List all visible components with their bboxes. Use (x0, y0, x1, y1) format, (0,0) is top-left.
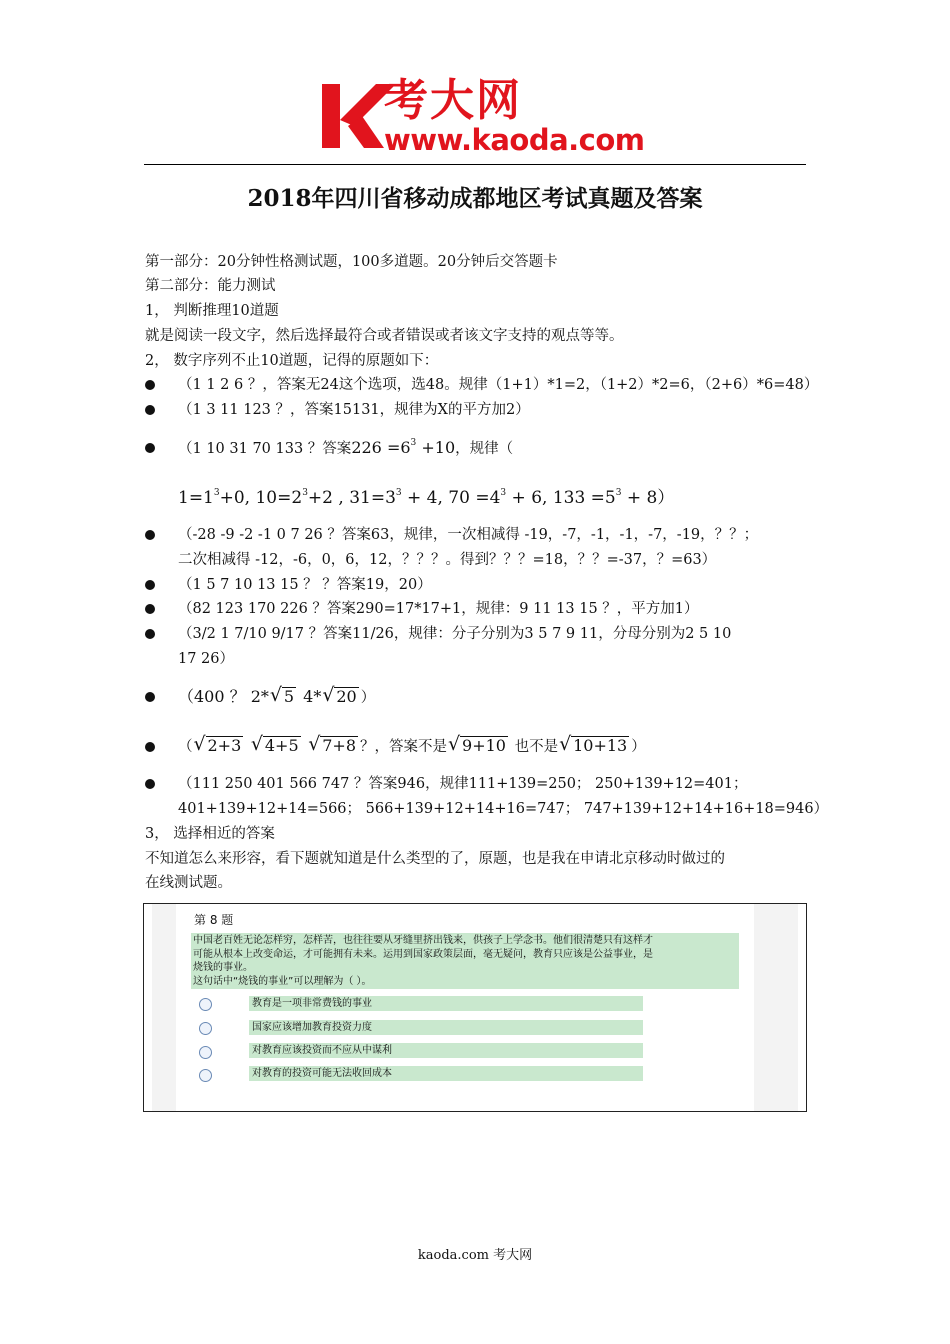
bullet-dot (145, 580, 155, 590)
quiz-heading: 第 8 题 (194, 913, 234, 927)
paragraph: 2， 数字序列不止10道题，记得的原题如下： (145, 353, 439, 369)
option-radio-b[interactable] (199, 1022, 212, 1035)
paragraph: 就是阅读一段文字，然后选择最符合或者错误或者该文字支持的观点等等。 (145, 328, 624, 344)
sqrt-symbol: √ 4+5 (252, 735, 301, 759)
paragraph: 不知道怎么来形容，看下题就知道是什么类型的了，原题，也是我在申请北京移动时做过的 (145, 851, 725, 867)
list-item-continued: 17 26） (178, 651, 235, 667)
sqrt-symbol: √ 7+8 (309, 735, 358, 759)
paragraph: 3， 选择相近的答案 (145, 826, 275, 842)
option-radio-a[interactable] (199, 998, 212, 1011)
sqrt-symbol: √ 2+3 (195, 735, 244, 759)
bullet-dot (145, 742, 155, 752)
list-item: （82 123 170 226 ？答案290=17*17+1，规律：9 11 13 15 ？，平方加1） (178, 601, 699, 617)
list-item: （111 250 401 566 747 ？答案946，规律111+139=250； 250+139+12=401； (178, 776, 748, 792)
list-item: （-28 -9 -2 -1 0 7 26 ？答案63，规律，一次相减得 -19，-7，-1，-1，-7，-19，？？； (178, 527, 759, 543)
option-radio-c[interactable] (199, 1046, 212, 1059)
bullet-dot (145, 629, 155, 639)
sqrt-symbol: √ 10+13 (560, 735, 629, 759)
option-label-b[interactable]: 国家应该增加教育投资力度 (249, 1020, 643, 1035)
site-logo (318, 75, 648, 158)
list-item: （1 10 31 70 133 ？答案$226 =6^3 +10$，规律（ (178, 438, 514, 457)
option-label-d[interactable]: 对教育的投资可能无法收回成本 (249, 1066, 643, 1081)
list-item: （√ 2+3 √ 4+5 √ 7+8 ？，答案不是√ 9+10 也不是√ 10+13 ） (178, 735, 646, 759)
bullet-dot (145, 692, 155, 702)
paragraph: 第二部分：能力测试 (145, 278, 276, 294)
paragraph: 1， 判断推理10道题 (145, 303, 279, 319)
option-label-a[interactable]: 教育是一项非常费钱的事业 (249, 996, 643, 1011)
page-title: 2018年四川省移动成都地区考试真题及答案 (247, 185, 703, 212)
option-radio-d[interactable] (199, 1069, 212, 1082)
list-item: （1 3 11 123 ？，答案15131，规律为X的平方加2） (178, 402, 530, 418)
quiz-margin-left (152, 904, 176, 1111)
list-item-continued: 401+139+12+14=566； 566+139+12+14+16=747； 747+139+12+14+16+18=946） (178, 801, 829, 817)
list-item: （400 ？ 2*√ 5 4*√ 20 ） (178, 685, 375, 710)
bullet-dot (145, 380, 155, 390)
quiz-margin-right (754, 904, 798, 1111)
rule-formula: $1=1^3+0$, $10=2^3+2$ , $31=3^3 + 4$, $70 =4^3 + 6$, $133 =5^3 + 8$） (178, 488, 675, 508)
bullet-dot (145, 779, 155, 789)
logo-name: 考大网 (384, 75, 522, 126)
list-item: （1 1 2 6 ？，答案无24这个选项，选48。规律（1+1）*1=2，（1+2）*2=6，（2+6）*6=48） (178, 377, 819, 393)
list-item: （3/2 1 7/10 9/17 ？答案11/26，规律：分子分别为3 5 7 9 11，分母分别为2 5 10 (178, 626, 732, 642)
bullet-dot (145, 405, 155, 415)
option-label-c[interactable]: 对教育应该投资而不应从中谋利 (249, 1043, 643, 1058)
header-divider (144, 164, 806, 165)
list-item-continued: 二次相减得 -12，-6，0，6，12，？？？。得到？？？=18，？？=-37，？=63） (178, 552, 717, 568)
quiz-screenshot (143, 903, 807, 1112)
paragraph: 第一部分：20分钟性格测试题，100多道题。20分钟后交答题卡 (145, 254, 558, 270)
bullet-dot (145, 530, 155, 540)
logo-url: www.kaoda.com (384, 123, 645, 157)
paragraph: 在线测试题。 (145, 875, 232, 891)
sqrt-symbol: √ 9+10 (449, 735, 508, 759)
sqrt-symbol: √ 20 (323, 686, 358, 710)
page-footer: kaoda.com 考大网 (417, 1248, 533, 1263)
quiz-question: 中国老百姓无论怎样穷，怎样苦，也往往要从牙缝里挤出钱来，供孩子上学念书。他们很清楚只有这样才 可能从根本上改变命运，才可能拥有未来。运用到国家政策层面，毫无疑问，教育只应该是公益事业，是 烧钱的事业。 这句话中“烧钱的事业”可以理解为（ ）。 (191, 933, 739, 989)
list-item: （1 5 7 10 13 15 ？ ？答案19，20） (178, 577, 432, 593)
sqrt-symbol: √ 5 (271, 686, 296, 710)
bullet-dot (145, 604, 155, 614)
bullet-dot (145, 443, 155, 453)
